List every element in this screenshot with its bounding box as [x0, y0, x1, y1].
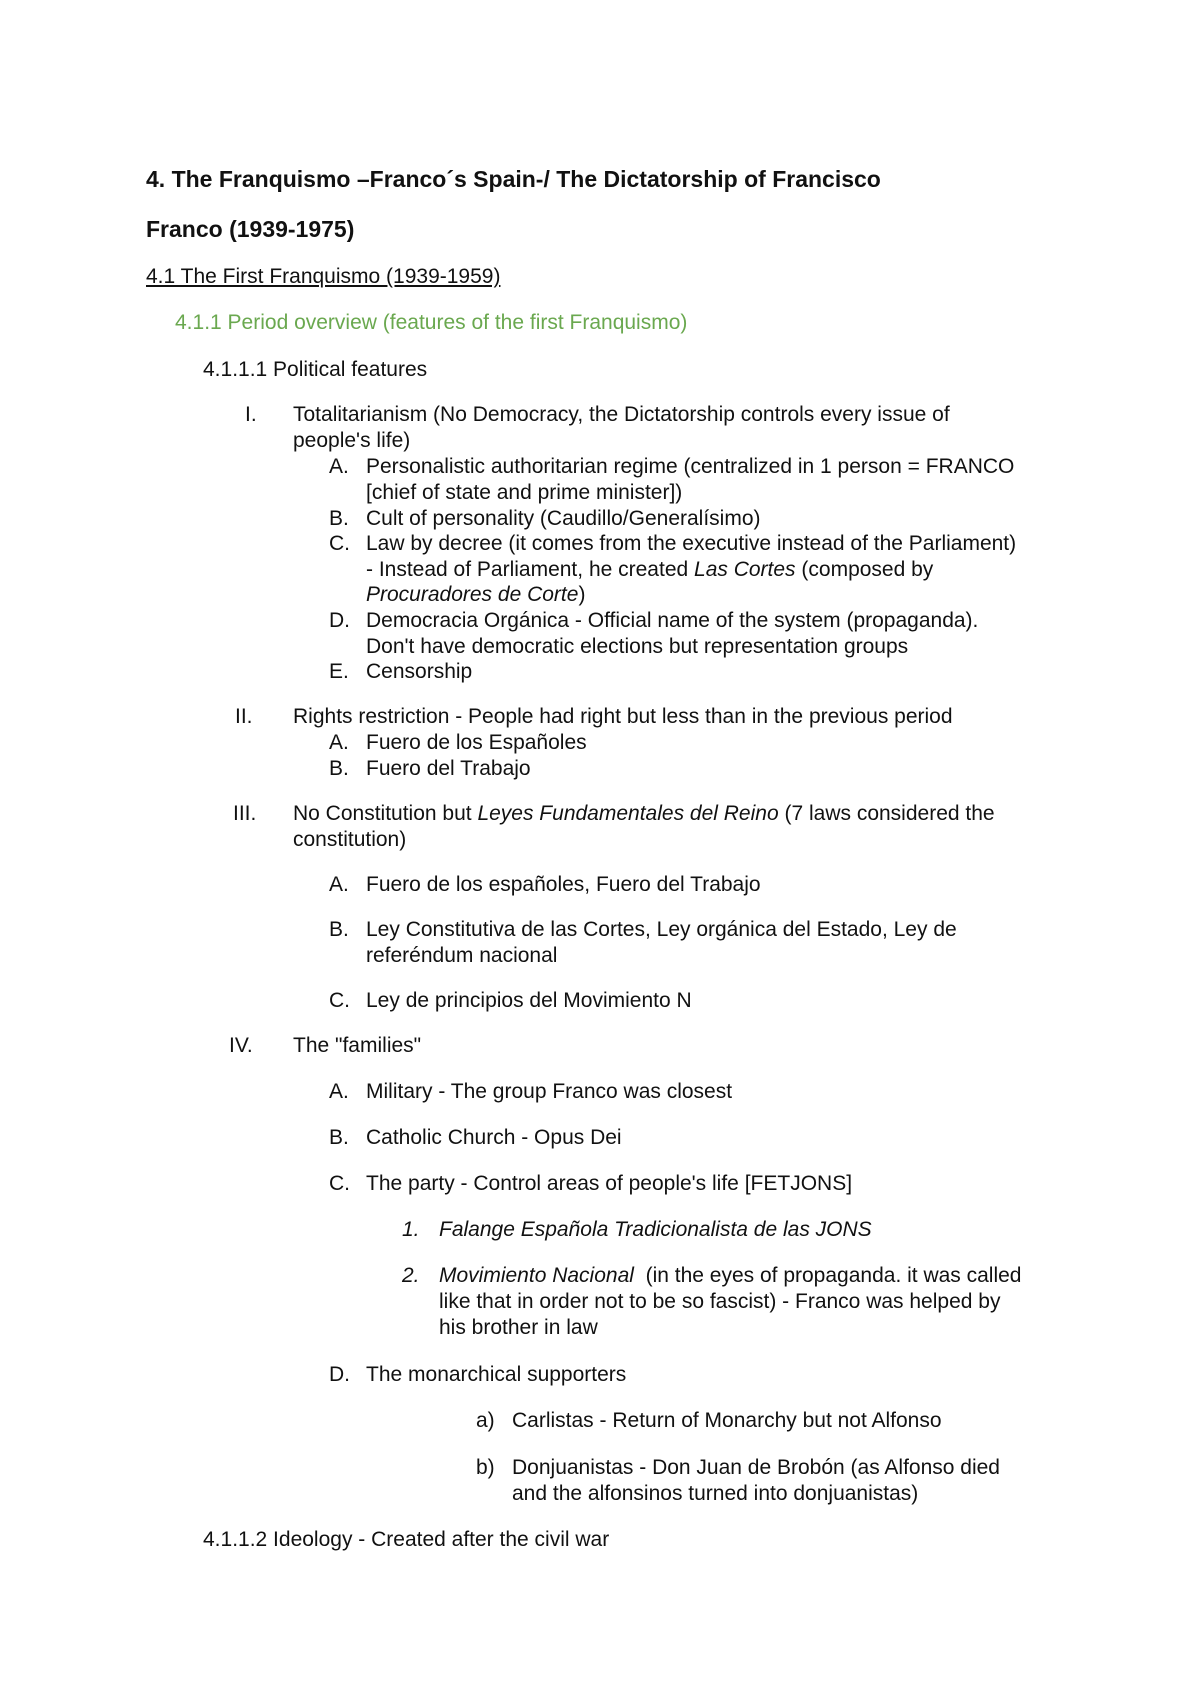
heading-ideology: 4.1.1.2 Ideology - Created after the civil war	[203, 1528, 610, 1551]
text-run: - Instead of Parliament, he created	[366, 558, 695, 581]
list-marker-III-A: A.	[329, 873, 349, 896]
italic-text-procuradores: Procuradores de Corte	[366, 583, 579, 606]
list-marker-I-A: A.	[329, 455, 349, 478]
list-item-I-A-line1: Personalistic authoritarian regime (centralized in 1 person = FRANCO	[366, 455, 1015, 478]
list-marker-IV-B: B.	[329, 1126, 349, 1149]
list-item-III-A: Fuero de los españoles, Fuero del Trabajo	[366, 873, 761, 896]
list-marker-IV-C-1: 1.	[402, 1218, 420, 1241]
list-marker-I: I.	[245, 403, 257, 426]
list-item-IV: The "families"	[293, 1034, 422, 1057]
list-item-II-A: Fuero de los Españoles	[366, 731, 587, 754]
text-run: (composed by	[795, 558, 934, 581]
heading-4-1-1: 4.1.1 Period overview (features of the first Franquismo)	[175, 311, 688, 334]
list-item-IV-C: The party - Control areas of people's life [FETJONS]	[366, 1172, 853, 1195]
list-marker-I-B: B.	[329, 507, 349, 530]
list-marker-I-E: E.	[329, 660, 349, 683]
list-item-I-C-line3	[366, 582, 585, 608]
list-item-IV-A: Military - The group Franco was closest	[366, 1080, 733, 1103]
list-item-III-B-line2: referéndum nacional	[366, 944, 558, 967]
italic-text-movimiento-nacional: Movimiento Nacional	[439, 1264, 634, 1287]
list-marker-IV-D-b: b)	[476, 1456, 495, 1479]
text-run: )	[578, 583, 586, 606]
list-item-II-B: Fuero del Trabajo	[366, 757, 531, 780]
list-marker-II: II.	[235, 705, 253, 728]
list-marker-III-C: C.	[329, 989, 350, 1012]
list-item-I-D-line2: Don't have democratic elections but representation groups	[366, 635, 909, 658]
heading-4-1: 4.1 The First Franquismo (1939-1959)	[146, 265, 501, 288]
list-item-I-B: Cult of personality (Caudillo/Generalísimo)	[366, 507, 761, 530]
list-item-I-C-line2	[366, 557, 933, 583]
list-marker-IV-C: C.	[329, 1172, 350, 1195]
italic-text-leyes-fundamentales: Leyes Fundamentales del Reino	[477, 802, 779, 825]
list-marker-III: III.	[233, 802, 257, 825]
list-marker-IV-D-a: a)	[476, 1409, 495, 1432]
italic-text-las-cortes: Las Cortes	[694, 558, 796, 581]
list-item-IV-C-2-line3: his brother in law	[439, 1316, 598, 1339]
list-item-IV-C-2-line2: like that in order not to be so fascist) - Franco was helped by	[439, 1290, 1001, 1313]
list-marker-IV-D: D.	[329, 1363, 350, 1386]
list-item-II: Rights restriction - People had right but less than in the previous period	[293, 705, 953, 728]
list-item-IV-D-b-line1: Donjuanistas - Don Juan de Brobón (as Alfonso died	[512, 1456, 1000, 1479]
list-marker-II-A: A.	[329, 731, 349, 754]
text-run: (7 laws considered the	[778, 802, 995, 825]
title-line-2: Franco (1939-1975)	[146, 216, 355, 242]
list-item-III-line1	[293, 801, 995, 827]
list-item-IV-C-1: Falange Española Tradicionalista de las JONS	[439, 1218, 872, 1241]
list-item-IV-B: Catholic Church - Opus Dei	[366, 1126, 622, 1149]
list-item-I-C-line1: Law by decree (it comes from the executive instead of the Parliament)	[366, 532, 1017, 555]
list-item-IV-D-a: Carlistas - Return of Monarchy but not Alfonso	[512, 1409, 942, 1432]
list-item-IV-C-2-line1	[439, 1263, 1022, 1289]
list-item-III-C: Ley de principios del Movimiento N	[366, 989, 692, 1012]
list-item-I-E: Censorship	[366, 660, 473, 683]
list-marker-IV: IV.	[229, 1034, 253, 1057]
title-line-1: 4. The Franquismo –Franco´s Spain-/ The Dictatorship of Francisco	[146, 166, 881, 192]
list-item-IV-D-b-line2: and the alfonsinos turned into donjuanistas)	[512, 1482, 919, 1505]
list-marker-I-C: C.	[329, 532, 350, 555]
list-item-I-line1: Totalitarianism (No Democracy, the Dictatorship controls every issue of	[293, 403, 950, 426]
list-marker-IV-A: A.	[329, 1080, 349, 1103]
list-item-III-line2: constitution)	[293, 828, 407, 851]
text-run: (in the eyes of propaganda. it was called	[633, 1264, 1022, 1287]
list-marker-III-B: B.	[329, 918, 349, 941]
list-item-I-D-line1: Democracia Orgánica - Official name of the system (propaganda).	[366, 609, 979, 632]
list-item-I-line2: people's life)	[293, 429, 411, 452]
text-run: No Constitution but	[293, 802, 478, 825]
list-marker-II-B: B.	[329, 757, 349, 780]
heading-political-features: 4.1.1.1 Political features	[203, 358, 428, 381]
list-marker-I-D: D.	[329, 609, 350, 632]
list-item-IV-D: The monarchical supporters	[366, 1363, 627, 1386]
list-item-I-A-line2: [chief of state and prime minister])	[366, 481, 683, 504]
list-item-III-B-line1: Ley Constitutiva de las Cortes, Ley orgánica del Estado, Ley de	[366, 918, 957, 941]
list-marker-IV-C-2: 2.	[402, 1264, 420, 1287]
